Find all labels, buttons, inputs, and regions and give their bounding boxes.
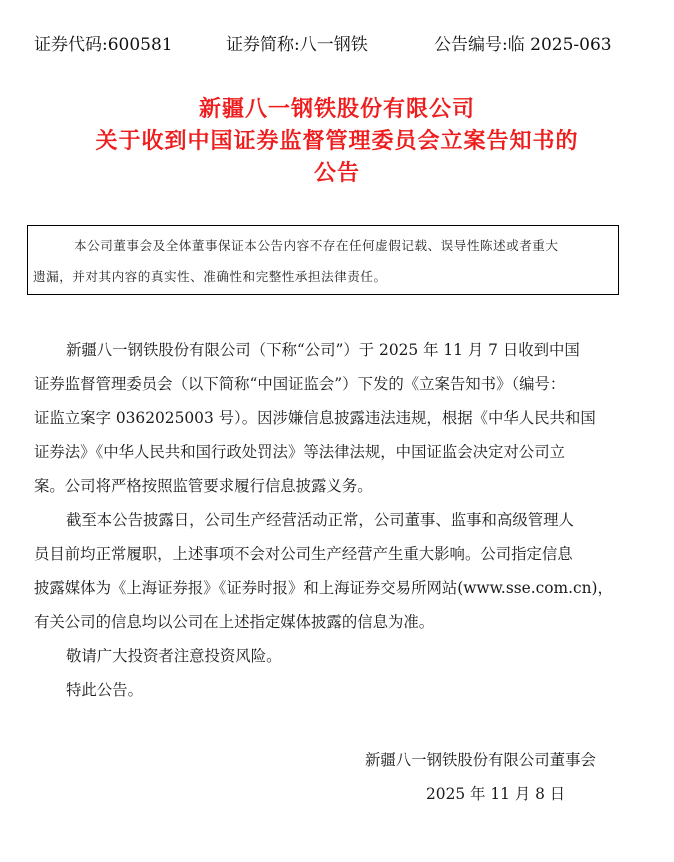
paragraph-2-line-4: 有关公司的信息均以公司在上述指定媒体披露的信息为准。 — [34, 613, 435, 631]
paragraph-2-line-3: 披露媒体为《上海证券报》《证券时报》和上海证券交易所网站(www.sse.com.cn)， — [34, 579, 613, 597]
paragraph-1-line-4: 证券法》《中华人民共和国行政处罚法》等法律法规，中国证监会决定对公司立 — [34, 443, 565, 461]
closing-statement: 特此公告。 — [66, 681, 143, 699]
paragraph-2-line-1: 截至本公告披露日，公司生产经营活动正常，公司董事、监事和高级管理人 — [66, 511, 574, 529]
paragraph-1-line-1: 新疆八一钢铁股份有限公司（下称“公司”）于 2025 年 11 月 7 日收到中国 — [66, 341, 580, 359]
risk-warning: 敬请广大投资者注意投资风险。 — [66, 647, 282, 665]
stock-name: 证券简称:八一钢铁 — [226, 35, 368, 55]
stock-code: 证券代码:600581 — [34, 35, 173, 55]
issuer-signature: 新疆八一钢铁股份有限公司董事会 — [365, 751, 596, 769]
disclaimer-line-2: 遗漏，并对其内容的真实性、准确性和完整性承担法律责任。 — [33, 269, 387, 284]
paragraph-1-line-5: 案。公司将严格按照监管要求履行信息披露义务。 — [34, 477, 373, 495]
title-subject: 关于收到中国证券监督管理委员会立案告知书的 — [95, 129, 579, 154]
paragraph-1-line-3: 证监立案字 0362025003 号）。因涉嫌信息披露违法违规，根据《中华人民共和国 — [34, 409, 596, 427]
announcement-number: 公告编号:临 2025-063 — [434, 35, 612, 55]
paragraph-2-line-2: 员目前均正常履职，上述事项不会对公司生产经营产生重大影响。公司指定信息 — [34, 545, 573, 563]
disclaimer-line-1: 本公司董事会及全体董事保证本公告内容不存在任何虚假记载、误导性陈述或者重大 — [74, 238, 559, 253]
paragraph-1-line-2: 证券监督管理委员会（以下简称“中国证监会”）下发的《立案告知书》（编号： — [34, 375, 566, 393]
issue-date: 2025 年 11 月 8 日 — [426, 785, 566, 803]
title-announcement: 公告 — [313, 161, 360, 186]
title-company: 新疆八一钢铁股份有限公司 — [198, 97, 475, 122]
